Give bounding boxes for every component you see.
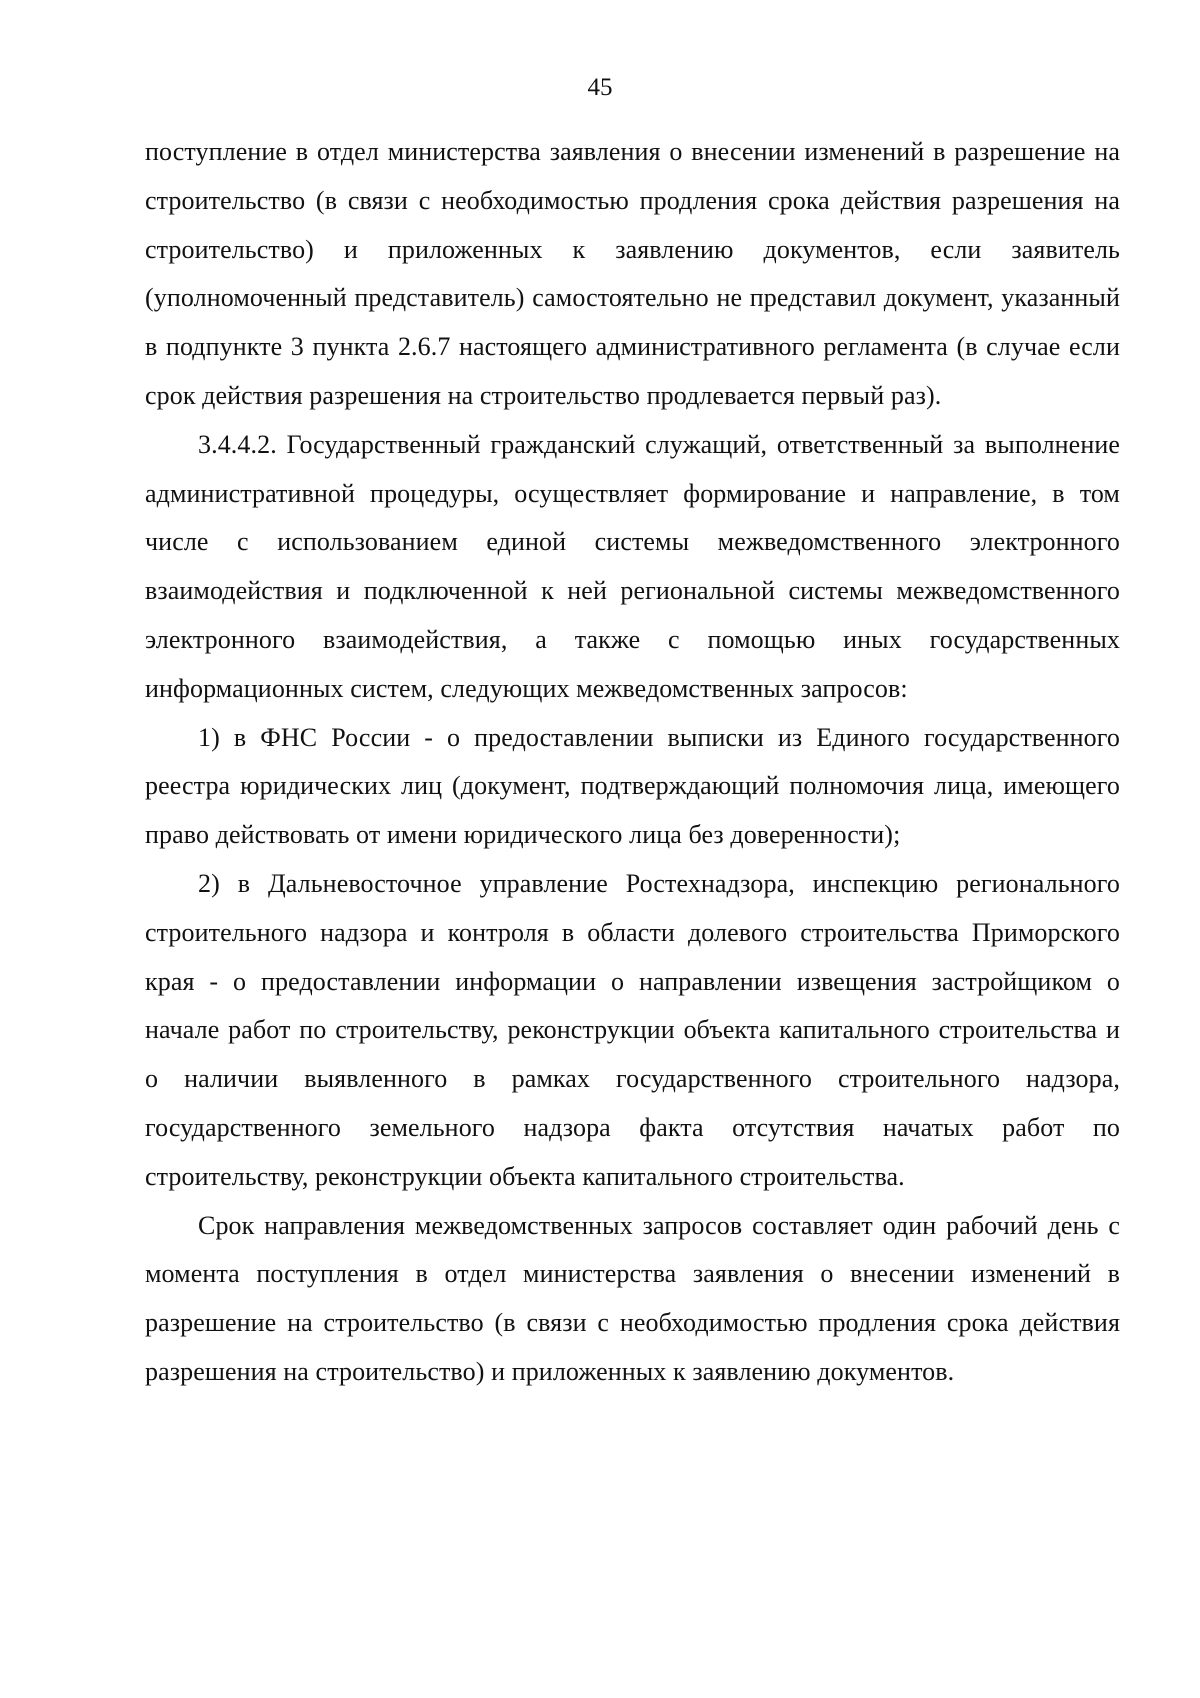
paragraph-continuation: поступление в отдел министерства заявления о внесении изменений в разрешение на строительство (в связи с необходимостью продления срока действия разрешения на строительство) и приложенных к заявлению документов, если заявитель (уполномоченный представитель) самостоятельно не представил документ, указанный в подпункте 3 пункта 2.6.7 настоящего административного регламента (в случае если срок действия разрешения на строительство продлевается первый раз). xyxy=(145,137,1120,410)
paragraph-request-deadline: Срок направления межведомственных запросов составляет один рабочий день с момента поступления в отдел министерства заявления о внесении изменений в разрешение на строительство (в связи с необходимостью продления срока действия разрешения на строительство) и приложенных к заявлению документов. xyxy=(145,1210,1120,1386)
paragraph-3-4-4-2: 3.4.4.2. Государственный гражданский служащий, ответственный за выполнение административной процедуры, осуществляет формирование и направление, в том числе с использованием единой системы межведомственного электронного взаимодействия и подключенной к ней региональной системы межведомственного электронного взаимодействия, а также с помощью иных государственных информационных систем, следующих межведомственных запросов: xyxy=(145,429,1120,703)
list-item-rostekhnadzor: 2) в Дальневосточное управление Ростехнадзора, инспекцию регионального строительного надзора и контроля в области долевого строительства Приморского края - о предоставлении информации о направлении извещения застройщиком о начале работ по строительству, реконструкции объекта капитального строительства и о наличии выявленного в рамках государственного строительного надзора, государственного земельного надзора факта отсутствия начатых работ по строительству, реконструкции объекта капитального строительства. xyxy=(145,868,1120,1191)
page-number: 45 xyxy=(587,74,613,101)
list-item-fns: 1) в ФНС России - о предоставлении выписки из Единого государственного реестра юридических лиц (документ, подтверждающий полномочия лица, имеющего право действовать от имени юридического лица без доверенности); xyxy=(145,722,1120,850)
document-body xyxy=(145,128,1120,1397)
